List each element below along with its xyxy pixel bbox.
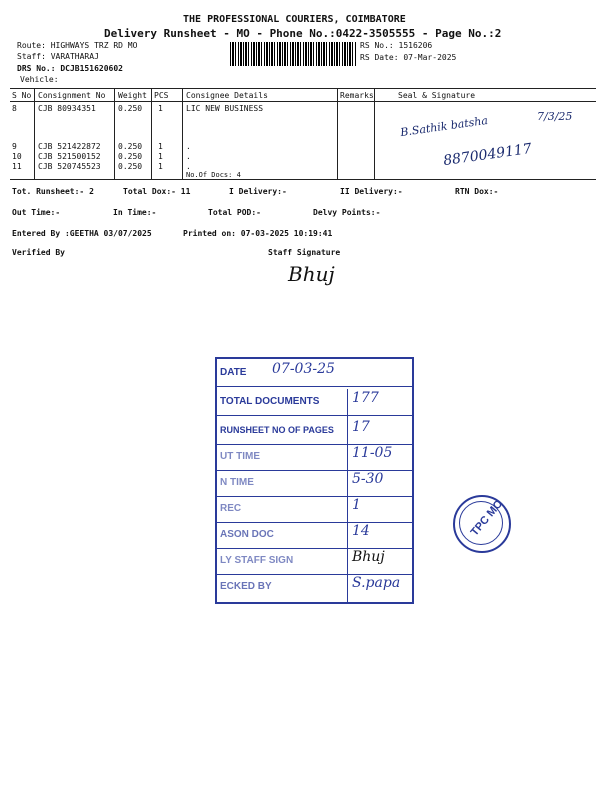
docs-count: No.Of Docs: 4	[186, 171, 241, 179]
company-name: THE PROFESSIONAL COURIERS, COIMBATORE	[183, 14, 406, 25]
handwritten-phone: 8870049117	[442, 140, 533, 170]
table-row-consignee: LIC NEW BUSINESS	[186, 104, 264, 113]
col-divider	[182, 88, 183, 179]
stamp-label: DATE	[220, 367, 247, 378]
stamp-value: 11-05	[352, 445, 393, 461]
table-row-consignee: .	[186, 142, 191, 151]
verified-by: Verified By	[12, 248, 65, 257]
vehicle: Vehicle:	[20, 75, 59, 84]
table-row-sno: 9	[12, 142, 17, 151]
table-row-weight: 0.250	[118, 104, 143, 113]
stamp-row	[217, 547, 412, 575]
stamp-value: 07-03-25	[272, 361, 335, 377]
stamp-label: LY STAFF SIGN	[220, 555, 294, 566]
stamp-label: REC	[220, 503, 242, 514]
stamp-label: ASON DOC	[220, 529, 274, 540]
table-row-weight: 0.250	[118, 162, 143, 171]
staff-signature: Bhuj	[288, 262, 335, 286]
stamp-row	[217, 495, 412, 523]
table-header-rule	[10, 101, 596, 102]
table-row-consignment: CJB 521422872	[38, 142, 101, 151]
ii-delivery: II Delivery:-	[340, 187, 403, 196]
col-remarks: Remarks	[340, 91, 374, 100]
handwritten-date: 7/3/25	[537, 110, 573, 123]
stamp-value: S.papa	[352, 575, 401, 591]
tpc-seal	[453, 495, 511, 553]
i-delivery: I Delivery:-	[229, 187, 287, 196]
table-top-rule	[10, 88, 596, 89]
stamp-row	[217, 359, 412, 387]
total-dox: Total Dox:- 11	[123, 187, 191, 196]
stamp-row	[217, 469, 412, 497]
out-time: Out Time:-	[12, 208, 61, 217]
table-row-consignee: .	[186, 152, 191, 161]
staff: Staff: VARATHARAJ	[17, 52, 99, 61]
table-row-sno: 10	[12, 152, 22, 161]
route: Route: HIGHWAYS TRZ RD MO	[17, 41, 138, 50]
table-bottom-rule	[10, 179, 596, 180]
col-divider	[151, 88, 152, 179]
table-row-pcs: 1	[158, 104, 163, 113]
entered-by: Entered By :GEETHA 03/07/2025	[12, 229, 152, 238]
col-divider	[374, 88, 375, 179]
printed-on: Printed on: 07-03-2025 10:19:41	[183, 229, 333, 238]
table-row-pcs: 1	[158, 142, 163, 151]
table-row-pcs: 1	[158, 152, 163, 161]
table-row-sno: 8	[12, 104, 17, 113]
stamp-label: ECKED BY	[220, 581, 272, 592]
table-row-sno: 11	[12, 162, 22, 171]
table-row-consignment: CJB 521500152	[38, 152, 101, 161]
stamp-row	[217, 388, 412, 416]
stamp-row	[217, 417, 412, 445]
rs-number: RS No.: 1516206	[360, 41, 433, 50]
rs-date: RS Date: 07-Mar-2025	[360, 53, 457, 62]
table-row-weight: 0.250	[118, 142, 143, 151]
stamp-label: N TIME	[220, 477, 254, 488]
runsheet-title: Delivery Runsheet - MO - Phone No.:0422-3505555 - Page No.:2	[104, 27, 502, 40]
stamp-row	[217, 521, 412, 549]
stamp-label: TOTAL DOCUMENTS	[220, 396, 320, 407]
table-row-consignment: CJB 520745523	[38, 162, 101, 171]
col-weight: Weight	[118, 91, 147, 100]
stamp-value: 1	[352, 497, 361, 513]
stamp-label: UT TIME	[220, 451, 260, 462]
stamp-row	[217, 443, 412, 471]
table-row-consignee: .	[186, 162, 191, 171]
col-divider	[114, 88, 115, 179]
col-consignee: Consignee Details	[186, 91, 268, 100]
delivery-points: Delvy Points:-	[313, 208, 381, 217]
table-row-pcs: 1	[158, 162, 163, 171]
col-divider	[34, 88, 35, 179]
col-sno: S No	[12, 91, 32, 100]
stamp-value: 5-30	[352, 471, 384, 487]
stamp-value: 17	[352, 419, 370, 435]
stamp-row	[217, 573, 412, 600]
col-signature: Seal & Signature	[398, 91, 476, 100]
col-consignment: Consignment No	[38, 91, 106, 100]
col-pcs: PCS	[154, 91, 169, 100]
table-row-consignment: CJB 80934351	[38, 104, 96, 113]
in-time: In Time:-	[113, 208, 157, 217]
tpc-seal-text: TPC MO	[468, 497, 506, 539]
runsheet-stamp	[215, 357, 414, 604]
staff-signature-label: Staff Signature	[268, 248, 341, 257]
handwritten-name: B.Sathik batsha	[399, 113, 489, 140]
rtn-dox: RTN Dox:-	[455, 187, 499, 196]
barcode	[230, 42, 356, 66]
total-runsheet: Tot. Runsheet:- 2	[12, 187, 94, 196]
stamp-value: Bhuj	[352, 549, 385, 565]
drs-number: DRS No.: DCJB151620602	[17, 64, 123, 73]
stamp-value: 14	[352, 523, 370, 539]
stamp-label: RUNSHEET NO OF PAGES	[220, 425, 334, 435]
stamp-value: 177	[352, 390, 379, 406]
table-row-weight: 0.250	[118, 152, 143, 161]
total-pod: Total POD:-	[208, 208, 261, 217]
col-divider	[337, 88, 338, 179]
